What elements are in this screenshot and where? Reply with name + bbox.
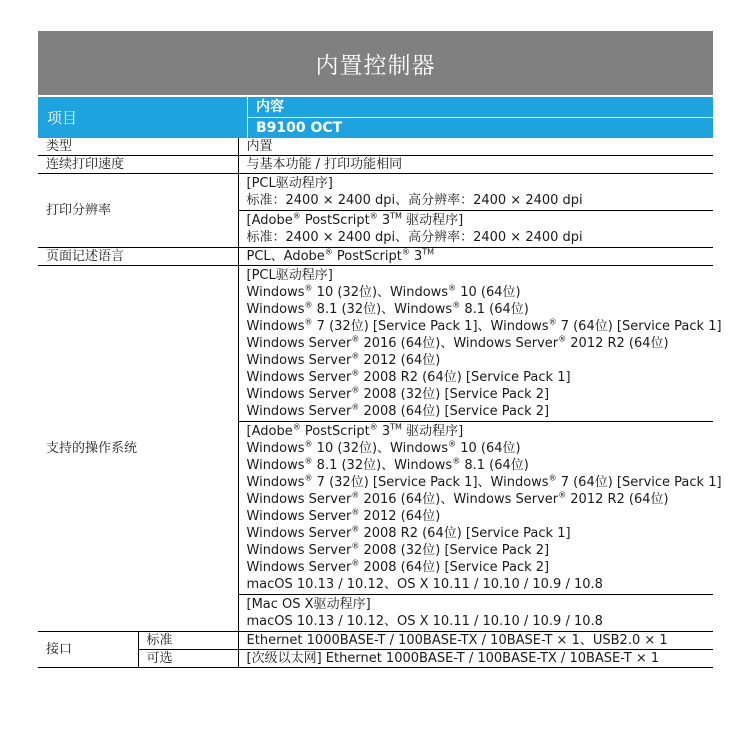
os-line: Windows Server® 2016 (64位)、Windows Server® 2012 R2 (64位) [246, 334, 669, 351]
spec-sheet [38, 31, 722, 668]
table-row [38, 174, 713, 248]
os-mac-block: [Mac OS X驱动程序] macOS 10.13 / 10.12、OS X 10.11 / 10.10 / 10.9 / 10.8 [239, 594, 713, 631]
row-label-interface: 接口 [38, 632, 138, 668]
row-value-type: 内置 [238, 138, 713, 156]
os-line: Windows Server® 2008 R2 (64位) [Service Pack 1] [246, 524, 571, 541]
os-line: Windows Server® 2012 (64位) [246, 507, 441, 524]
os-ps-block: [Adobe® PostScript® 3™ 驱动程序] Windows® 10 (32位)、Windows® 10 (64位) Windows® 8.1 (32位)、Windows® 8.1 (64位) Windows® 7 (32位) [Service Pack 1]、Windows® 7 (64位) [Service Pack 1] Windows Server® 2016 (64位)、Windows Server® 2012 R2 (64位) Windows Server® 2012 (64位) Windows Server® 2008 R2 (64位) [Service Pack 1] Windows Server® 2008 (32位) [Service Pack 2] Windows Server® 2008 (64位) [Service Pack 2] macOS 10.13 / 10.12、OS X 10.11 / 10.10 / 10.9 / 10.8 [239, 421, 713, 594]
resolution-pcl-block: [PCL驱动程序] 标准：2400 × 2400 dpi、高分辨率：2400 × 2400 dpi [246, 176, 583, 208]
table-row [38, 138, 713, 156]
interface-optional-label: 可选 [138, 650, 238, 668]
interface-standard-value: Ethernet 1000BASE-T / 100BASE-TX / 10BASE-T × 1、USB2.0 × 1 [238, 632, 713, 650]
os-line: Windows Server® 2008 (32位) [Service Pack 2] [246, 541, 550, 558]
header-model: B9100 OCT [248, 117, 713, 138]
spec-table [38, 138, 722, 668]
interface-standard-label: 标准 [138, 632, 238, 650]
os-line: Windows Server® 2008 (64位) [Service Pack 2] [246, 558, 550, 575]
interface-optional-value: [次级以太网] Ethernet 1000BASE-T / 100BASE-TX / 10BASE-T × 1 [238, 650, 713, 668]
row-label-type: 类型 [38, 138, 238, 156]
table-header [38, 95, 713, 138]
os-line: Windows® 8.1 (32位)、Windows® 8.1 (64位) [246, 456, 529, 473]
os-line: Windows Server® 2012 (64位) [246, 351, 441, 368]
os-line: Windows® 8.1 (32位)、Windows® 8.1 (64位) [246, 300, 529, 317]
os-line: Windows Server® 2016 (64位)、Windows Server® 2012 R2 (64位) [246, 490, 669, 507]
table-row [38, 650, 713, 668]
row-label-pdl: 页面记述语言 [38, 248, 238, 266]
table-row [38, 632, 713, 650]
row-value-pdl: PCL、Adobe® PostScript® 3™ [238, 248, 713, 266]
header-content: 内容 [256, 99, 284, 115]
os-line: Windows Server® 2008 (32位) [Service Pack 2] [246, 385, 550, 402]
os-line: Windows Server® 2008 (64位) [Service Pack 2] [246, 402, 550, 419]
os-line: Windows® 7 (32位) [Service Pack 1]、Windows® 7 (64位) [Service Pack 1] [246, 473, 722, 490]
page-title: 内置控制器 [38, 31, 713, 95]
row-label-resolution: 打印分辨率 [38, 174, 238, 248]
os-line: Windows® 7 (32位) [Service Pack 1]、Windows® 7 (64位) [Service Pack 1] [246, 317, 722, 334]
os-line: Windows® 10 (32位)、Windows® 10 (64位) [246, 283, 521, 300]
table-row [38, 248, 713, 266]
header-item: 项目 [47, 109, 78, 127]
os-pcl-block: [PCL驱动程序] Windows® 10 (32位)、Windows® 10 (64位) Windows® 8.1 (32位)、Windows® 8.1 (64位) Windows® 7 (32位) [Service Pack 1]、Windows® 7 (64位) [Service Pack 1] Windows Server® 2016 (64位)、Windows Server® 2012 R2 (64位) Windows Server® 2012 (64位) Windows Server® 2008 R2 (64位) [Service Pack 1] Windows Server® 2008 (32位) [Service Pack 2] Windows Server® 2008 (64位) [Service Pack 2] [246, 268, 722, 419]
os-line: Windows Server® 2008 R2 (64位) [Service Pack 1] [246, 368, 571, 385]
row-label-os: 支持的操作系统 [38, 266, 238, 632]
row-value-speed: 与基本功能 / 打印功能相同 [238, 156, 713, 174]
row-label-speed: 连续打印速度 [38, 156, 238, 174]
os-line: Windows® 10 (32位)、Windows® 10 (64位) [246, 439, 521, 456]
resolution-ps-block: [Adobe® PostScript® 3™ 驱动程序] 标准：2400 × 2400 dpi、高分辨率：2400 × 2400 dpi [239, 210, 713, 247]
table-row [38, 156, 713, 174]
table-row [38, 266, 713, 632]
